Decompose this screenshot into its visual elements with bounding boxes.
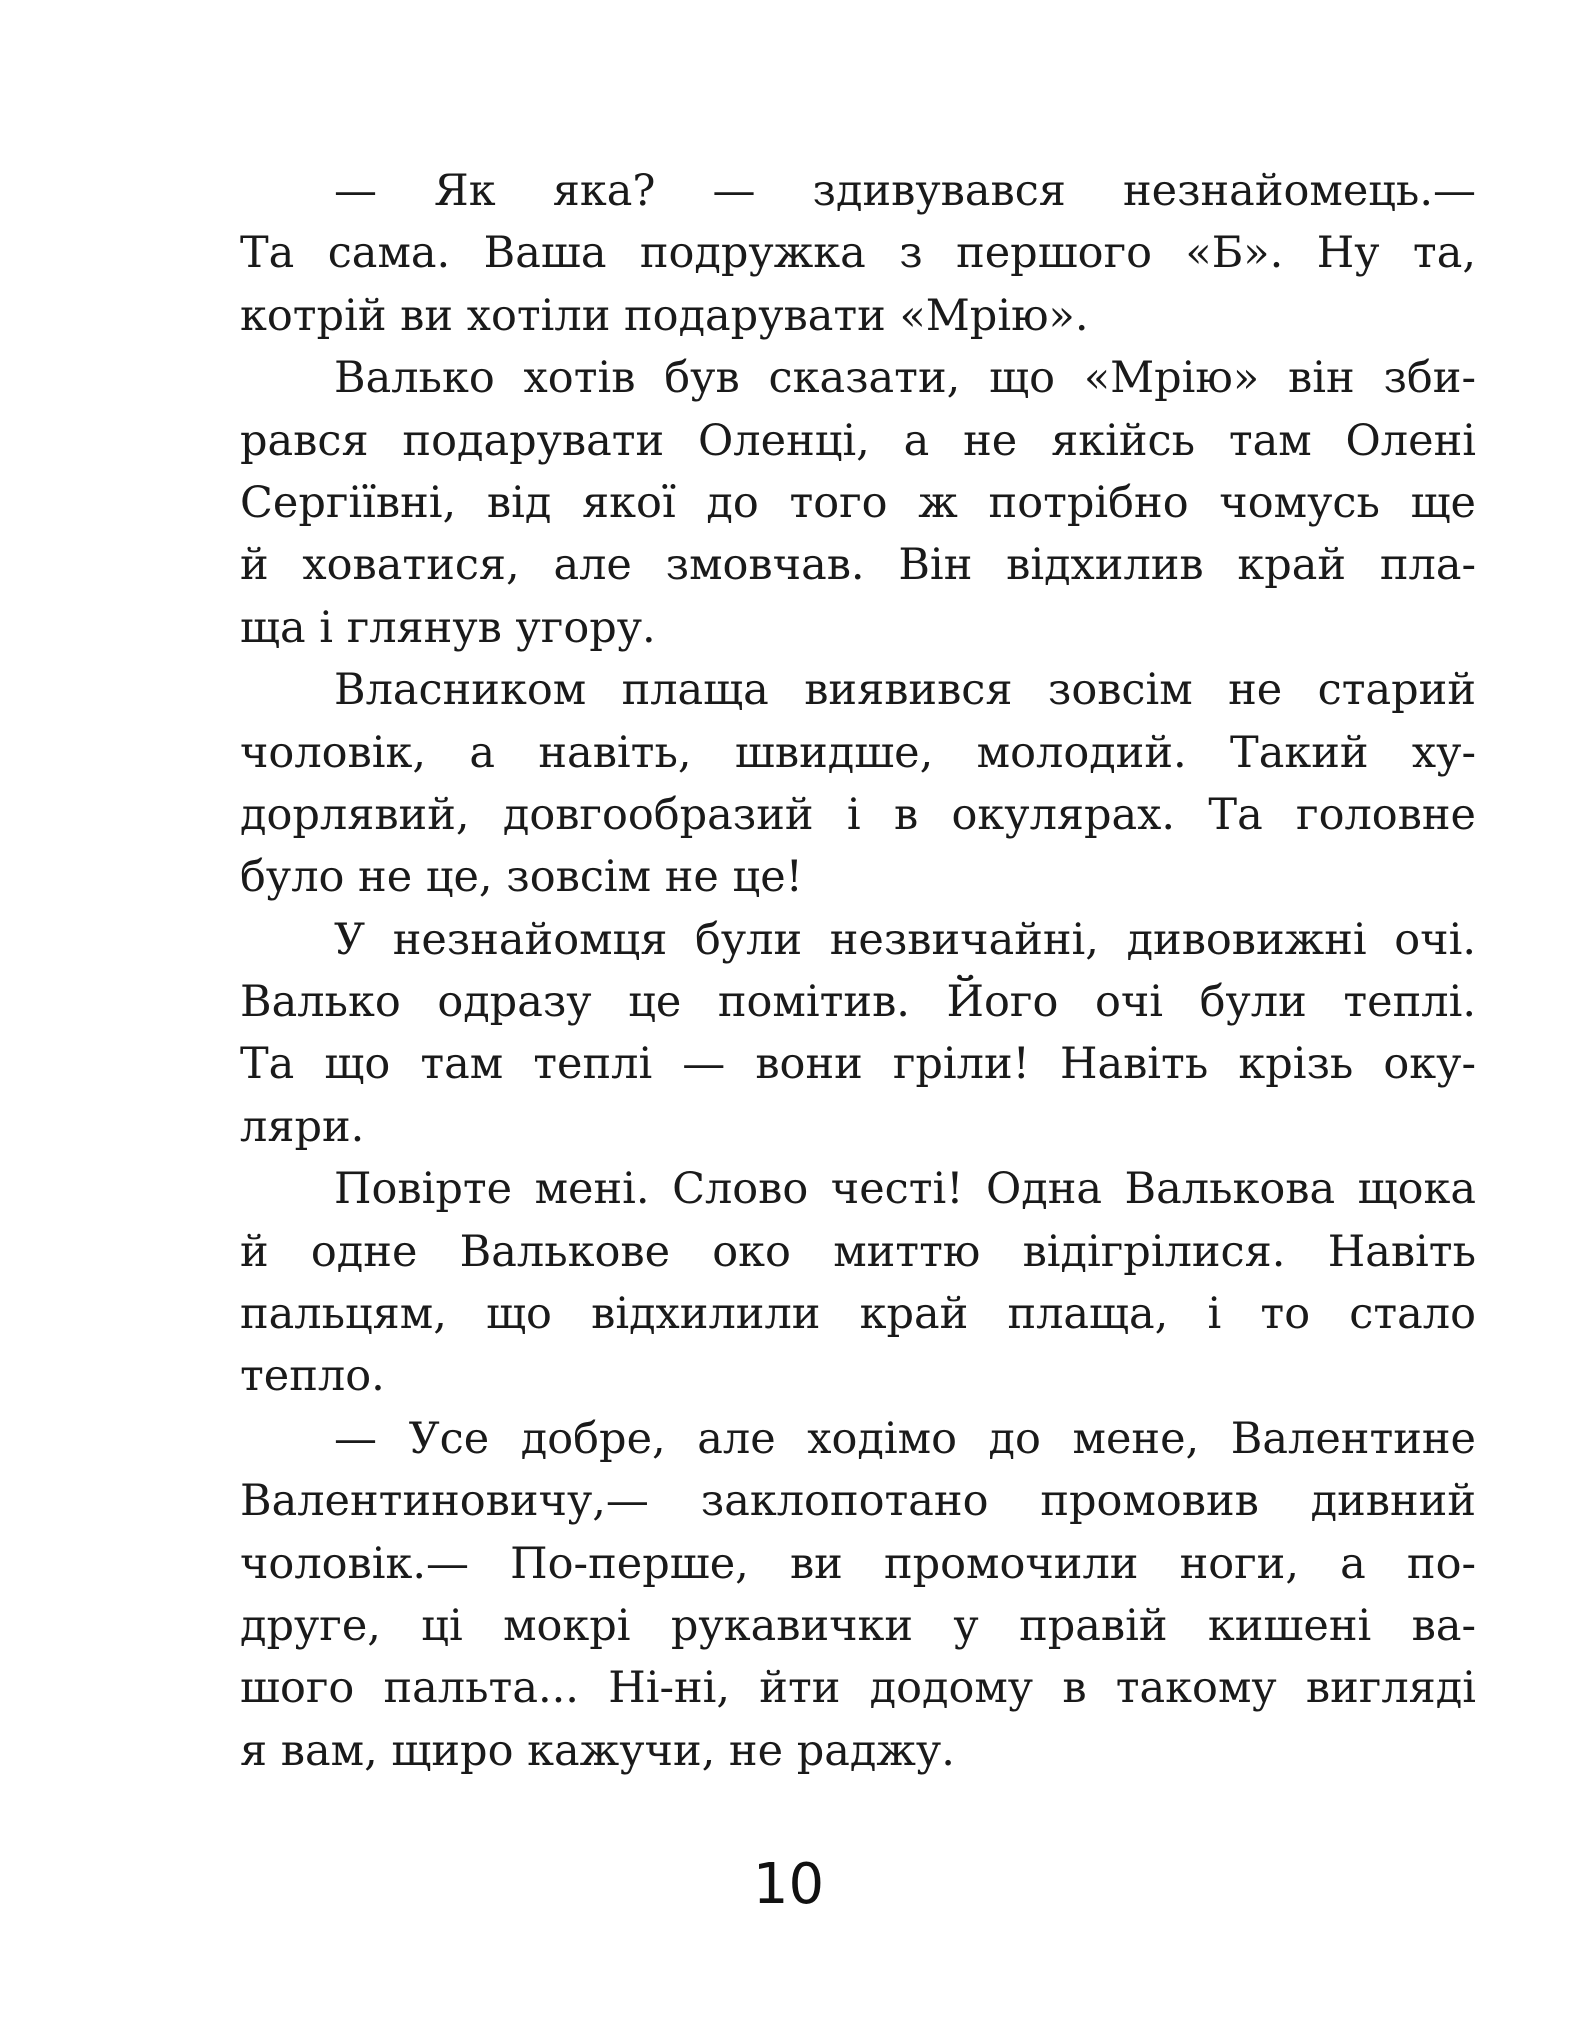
text-line: Сергіївні, від якої до того ж потрібно чомусь ще xyxy=(240,477,1476,528)
text-line: чоловік, а навіть, швидше, молодий. Такий ху- xyxy=(240,727,1476,778)
text-line: я вам, щиро кажучи, не раджу. xyxy=(240,1725,955,1776)
text-line: ляри. xyxy=(240,1101,365,1152)
paragraph-4 xyxy=(240,909,1476,1159)
paragraph-1 xyxy=(240,160,1476,347)
text-line: шого пальта... Ні-ні, йти додому в такому вигляді xyxy=(240,1663,1476,1714)
text-line: дорлявий, довгообразий і в окулярах. Та головне xyxy=(240,789,1476,840)
text-line: Повірте мені. Слово честі! Одна Валькова щока xyxy=(334,1164,1476,1215)
text-line: й одне Валькове око миттю відігрілися. Навіть xyxy=(240,1226,1476,1277)
text-line: Та що там теплі — вони гріли! Навіть крізь оку- xyxy=(240,1039,1476,1090)
text-line: ща і глянув угору. xyxy=(240,602,656,653)
page-number: 10 xyxy=(752,1852,825,1917)
text-line: рався подарувати Оленці, а не якійсь там Олені xyxy=(240,415,1476,466)
page-text xyxy=(240,160,1476,1782)
text-line: Валько хотів був сказати, що «Мрію» він зби- xyxy=(334,353,1476,404)
text-line: було не це, зовсім не це! xyxy=(240,852,803,903)
paragraph-3 xyxy=(240,659,1476,909)
text-line: пальцям, що відхилили край плаща, і то стало xyxy=(240,1289,1476,1340)
text-line: тепло. xyxy=(240,1351,385,1402)
text-line: У незнайомця були незвичайні, дивовижні очі. xyxy=(334,914,1476,965)
text-line: Власником плаща виявився зовсім не старий xyxy=(334,665,1476,716)
text-line: Валько одразу це помітив. Його очі були теплі. xyxy=(240,977,1476,1028)
text-line: — Усе добре, але ходімо до мене, Валентине xyxy=(334,1413,1476,1464)
paragraph-2 xyxy=(240,347,1476,659)
paragraph-5 xyxy=(240,1158,1476,1408)
text-line: Валентиновичу,— заклопотано промовив дивний xyxy=(240,1476,1476,1527)
text-line: котрій ви хотіли подарувати «Мрію». xyxy=(240,290,1089,341)
text-line: — Як яка? — здивувався незнайомець.— xyxy=(334,166,1476,216)
text-line: друге, ці мокрі рукавички у правій кишені ва- xyxy=(240,1600,1476,1651)
text-line: й ховатися, але змовчав. Він відхилив край пла- xyxy=(240,540,1476,591)
text-line: чоловік.— По-перше, ви промочили ноги, а по- xyxy=(240,1538,1476,1589)
paragraph-6 xyxy=(240,1408,1476,1782)
text-line: Та сама. Ваша подружка з першого «Б». Ну та, xyxy=(240,228,1476,279)
